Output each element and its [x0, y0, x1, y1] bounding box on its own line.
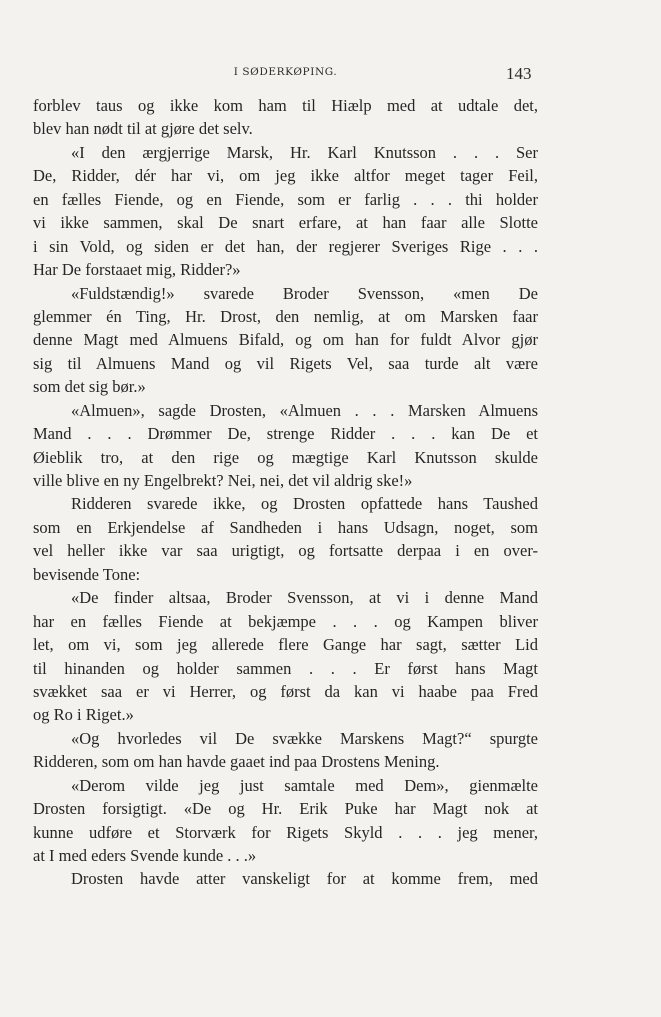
text-line: og Ro i Riget.» — [33, 705, 134, 725]
text-line: glemmer én Ting, Hr. Drost, den nemlig, at om Marsken faar — [33, 306, 538, 326]
text-line: let, om vi, som jeg allerede flere Gange har sagt, sætter Lid — [33, 635, 538, 655]
text-line: svækket saa er vi Herrer, og først da kan vi haabe paa Fred — [33, 681, 538, 701]
text-line: Øieblik tro, at den rige og mægtige Karl Knutsson skulde — [33, 447, 538, 467]
text-line: har en fælles Fiende at bekjæmpe . . . og Kampen bliver — [33, 611, 538, 631]
text-line: vi ikke sammen, skal De snart erfare, at han faar alle Slotte — [33, 213, 538, 233]
text-line: Ridderen svarede ikke, og Drosten opfattede hans Taushed — [71, 494, 538, 514]
text-line: som det sig bør.» — [33, 377, 146, 397]
text-line: denne Magt med Almuens Bifald, og om han for fuldt Alvor gjør — [33, 330, 538, 350]
text-line: Mand . . . Drømmer De, strenge Ridder . . . kan De et — [33, 424, 538, 444]
text-line: Har De forstaaet mig, Ridder?» — [33, 260, 241, 280]
text-line: kunne udføre et Storværk for Rigets Skyld . . . jeg mener, — [33, 822, 538, 842]
text-line: som en Erkjendelse af Sandheden i hans Udsagn, noget, som — [33, 517, 538, 537]
text-line: Drosten havde atter vanskeligt for at komme frem, med — [71, 869, 538, 889]
text-line: ville blive en ny Engelbrekt? Nei, nei, det vil aldrig ske!» — [33, 471, 413, 490]
text-line: «Og hvorledes vil De svække Marskens Magt?“ spurgte — [71, 728, 538, 748]
text-line: «Derom vilde jeg just samtale med Dem», gienmælte — [71, 775, 538, 795]
text-line: en fælles Fiende, og en Fiende, som er farlig . . . thi holder — [33, 189, 538, 209]
page-number: 143 — [506, 64, 532, 83]
text-line: «Fuldstændig!» svarede Broder Svensson, «men De — [71, 283, 538, 303]
text-line: vel heller ikke var saa urigtigt, og fortsatte derpaa i en over- — [33, 541, 538, 561]
text-line: forblev taus og ikke kom ham til Hiælp med at udtale det, — [33, 96, 538, 115]
text-line: sig til Almuens Mand og vil Rigets Vel, saa turde alt være — [33, 353, 538, 373]
text-line: Ridderen, som om han havde gaaet ind paa Drostens Mening. — [33, 752, 440, 772]
text-line: De, Ridder, dér har vi, om jeg ikke altfor meget tager Feil, — [33, 166, 538, 186]
text-line: at I med eders Svende kunde . . .» — [33, 846, 257, 865]
running-title: I SØDERKØPING. — [233, 66, 338, 78]
text-line: «De finder altsaa, Broder Svensson, at vi i denne Mand — [71, 588, 538, 608]
text-line: «Almuen», sagde Drosten, «Almuen . . . Marsken Almuens — [71, 400, 538, 420]
text-line: blev han nødt til at gjøre det selv. — [33, 119, 253, 139]
text-line: til hinanden og holder sammen . . . Er først hans Magt — [33, 658, 538, 678]
text-line: «I den ærgjerrige Marsk, Hr. Karl Knutsson . . . Ser — [71, 142, 538, 162]
text-line: i sin Vold, og siden er det han, der regjerer Sveriges Rige . . . — [33, 236, 538, 256]
text-line: Drosten forsigtigt. «De og Hr. Erik Puke har Magt nok at — [33, 799, 538, 819]
body-text — [33, 94, 538, 891]
text-line: bevisende Tone: — [33, 564, 141, 584]
